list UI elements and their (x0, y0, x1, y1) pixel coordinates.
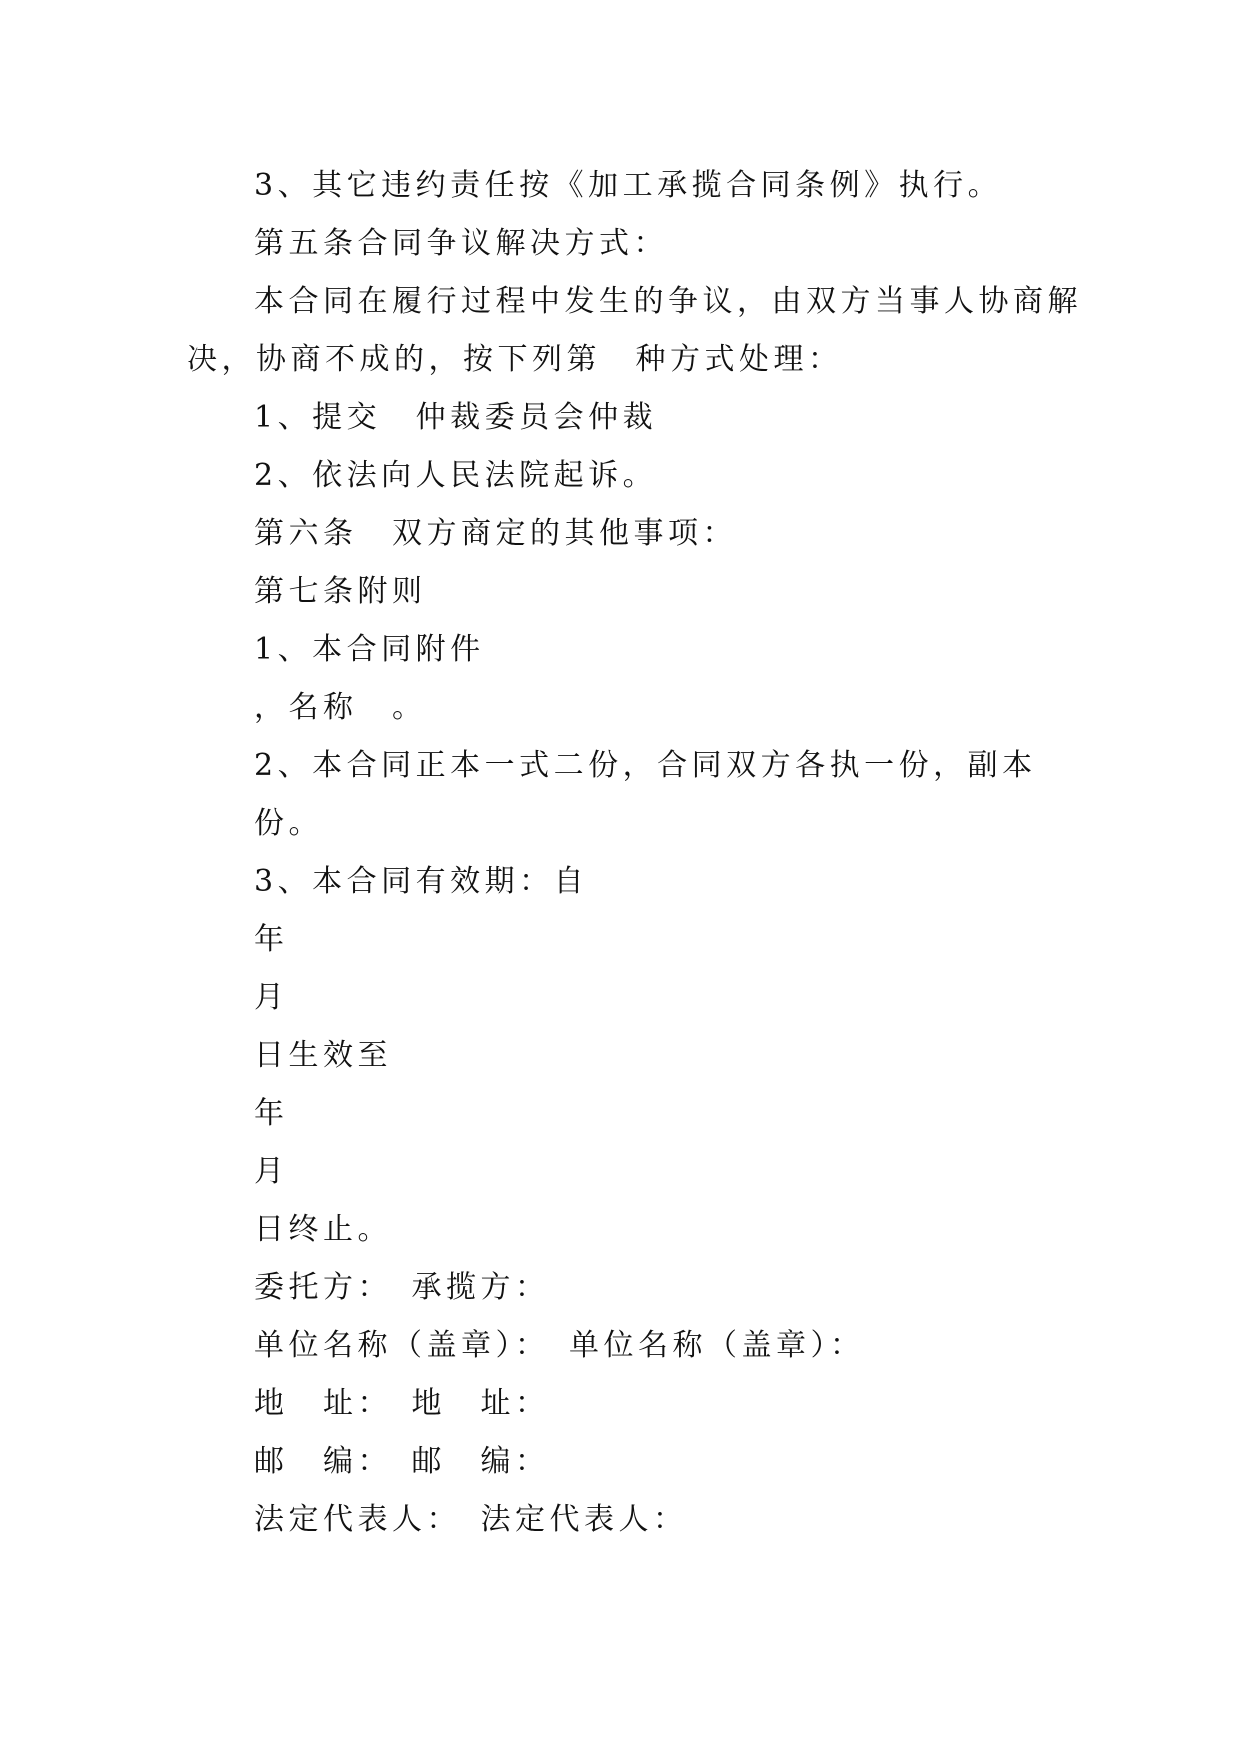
article-5-paragraph-line-1: 本合同在履行过程中发生的争议，由双方当事人协商解 (254, 284, 1082, 319)
validity-start-year: 年 (254, 922, 289, 957)
validity-start-day: 日生效至 (254, 1038, 392, 1073)
article-7-item-1-name: ，名称 。 (254, 690, 427, 725)
article-7-heading: 第七条附则 (254, 574, 427, 609)
signatory-postcode: 邮 编： 邮 编： (254, 1444, 550, 1479)
clause-4-item-3: 3、其它违约责任按《加工承揽合同条例》执行。 (254, 168, 1003, 203)
article-7-item-1: 1、本合同附件 (254, 632, 485, 667)
signatory-unit-name: 单位名称（盖章）： 单位名称（盖章）： (254, 1328, 865, 1363)
signatory-address: 地 址： 地 址： (254, 1386, 550, 1421)
article-5-paragraph-line-2: 决，协商不成的，按下列第 种方式处理： (187, 342, 843, 377)
validity-end-day: 日终止。 (254, 1212, 392, 1247)
article-5-heading: 第五条合同争议解决方式： (254, 226, 668, 261)
article-5-option-2: 2、依法向人民法院起诉。 (254, 458, 658, 493)
article-7-item-3: 3、本合同有效期：自 (254, 864, 589, 899)
validity-end-year: 年 (254, 1096, 289, 1131)
validity-start-month: 月 (254, 980, 289, 1015)
article-7-item-2-line-2: 份。 (254, 806, 323, 841)
validity-end-month: 月 (254, 1154, 289, 1189)
article-5-option-1: 1、提交 仲裁委员会仲裁 (254, 400, 658, 435)
signatory-legal-representative: 法定代表人： 法定代表人： (254, 1502, 688, 1537)
article-6-heading: 第六条 双方商定的其他事项： (254, 516, 737, 551)
article-7-item-2-line-1: 2、本合同正本一式二份，合同双方各执一份，副本 (254, 748, 1037, 783)
signatory-parties: 委托方： 承揽方： (254, 1270, 550, 1305)
